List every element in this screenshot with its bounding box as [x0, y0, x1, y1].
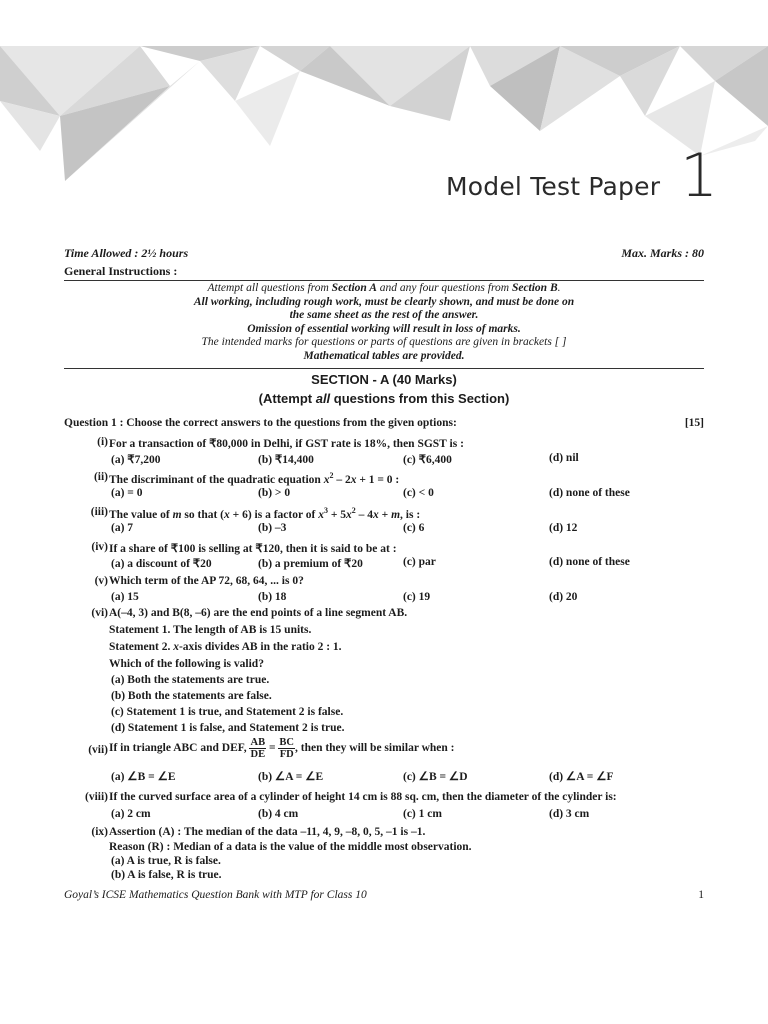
- option: (a) ₹7,200: [111, 454, 161, 466]
- time-allowed: Time Allowed : 2½ hours: [64, 246, 189, 260]
- instruction-line: Attempt all questions from Section A and any four questions from Section B.: [207, 282, 561, 294]
- option: (b) A is false, R is true.: [111, 869, 222, 881]
- instruction-line: The intended marks for questions or parts of questions are given in brackets [ ]: [201, 336, 567, 349]
- option: (b) > 0: [258, 487, 291, 499]
- option: (a) Both the statements are true.: [111, 674, 270, 686]
- option: (c) 6: [403, 522, 425, 534]
- option: (c) Statement 1 is true, and Statement 2 is false.: [111, 706, 344, 718]
- item-number: (ix): [91, 826, 108, 838]
- item-text: If in triangle ABC and DEF, $\frac{AB}{DE}$ = $\frac{BC}{FD}$ , then they will be similar when :: [109, 737, 455, 760]
- item-text: The discriminant of the quadratic equation $x^2 - 2x + 1 = 0$ :: [109, 471, 400, 486]
- reason: Reason (R) : Median of a data is the value of the middle most observation.: [109, 841, 472, 853]
- item-text: A(–4, 3) and B(8, –6) are the end points of a line segment AB.: [109, 607, 408, 619]
- page-title: Model Test Paper: [446, 172, 661, 201]
- section-subtitle: (Attempt all questions from this Section): [258, 391, 510, 406]
- option: (d) nil: [549, 452, 579, 464]
- option: (a) ∠B = ∠E: [111, 771, 176, 783]
- option: (c) 1 cm: [403, 808, 442, 820]
- paper-number: 1: [680, 141, 719, 211]
- option: (c) par: [403, 556, 436, 568]
- option: (d) ∠A = ∠F: [549, 771, 614, 783]
- option: (a) A is true, R is false.: [111, 855, 221, 867]
- item-number: (vii): [88, 744, 108, 756]
- option: (a) 15: [111, 591, 139, 603]
- item-text: Which term of the AP 72, 68, 64, ... is 0?: [109, 575, 304, 587]
- instruction-line: All working, including rough work, must be clearly shown, and must be done on: [193, 295, 575, 308]
- option: (c) ∠B = ∠D: [403, 771, 468, 783]
- option: (a) = 0: [111, 487, 143, 499]
- fraction: $\frac{BC}{FD}$: [279, 737, 294, 760]
- item-number: (vi): [91, 607, 108, 619]
- option: (d) none of these: [549, 556, 630, 568]
- item-number: (viii): [85, 791, 108, 803]
- option: (b) ∠A = ∠E: [258, 771, 324, 783]
- option: (b) –3: [258, 522, 287, 534]
- instruction-line: the same sheet as the rest of the answer.: [289, 309, 479, 322]
- statement: Statement 2. x-axis divides AB in the ratio 2 : 1.: [109, 641, 342, 653]
- option: (b) 4 cm: [258, 808, 299, 820]
- option: (d) none of these: [549, 487, 630, 499]
- option: (a) 2 cm: [111, 808, 151, 820]
- item-number: (ii): [93, 471, 108, 483]
- item-text: The value of m so that (x + 6) is a factor of $x^3 + 5x^2 - 4x + m$, is :: [109, 506, 421, 521]
- item-text: For a transaction of ₹80,000 in Delhi, if GST rate is 18%, then SGST is :: [109, 438, 464, 450]
- instruction-line: Omission of essential working will result in loss of marks.: [247, 322, 521, 335]
- question-marks: [15]: [684, 417, 704, 429]
- option: (b) Both the statements are false.: [111, 690, 272, 702]
- general-instructions-label: General Instructions :: [64, 264, 178, 278]
- footer-book-title: Goyal’s ICSE Mathematics Question Bank with MTP for Class 10: [64, 889, 367, 901]
- item-text: Which of the following is valid?: [109, 658, 264, 670]
- option: (d) Statement 1 is false, and Statement 2 is true.: [111, 722, 345, 734]
- item-number: (iv): [91, 541, 108, 553]
- option: (b) 18: [258, 591, 287, 603]
- max-marks: Max. Marks : 80: [621, 246, 704, 260]
- question-stem: Question 1 : Choose the correct answers to the questions from the given options:: [64, 417, 457, 429]
- option: (a) a discount of ₹20: [111, 558, 212, 570]
- page-number: 1: [698, 889, 704, 901]
- option: (b) ₹14,400: [258, 454, 314, 466]
- option: (a) 7: [111, 522, 134, 534]
- item-number: (iii): [90, 506, 108, 518]
- option: (c) < 0: [403, 487, 434, 499]
- item-number: (v): [94, 575, 108, 587]
- item-number: (i): [97, 436, 108, 448]
- fraction: $\frac{AB}{DE}$: [250, 737, 266, 760]
- option: (c) ₹6,400: [403, 454, 452, 466]
- statement: Statement 1. The length of AB is 15 units.: [109, 624, 312, 636]
- section-title: SECTION - A (40 Marks): [311, 372, 457, 387]
- option: (b) a premium of ₹20: [258, 558, 363, 570]
- instruction-line: Mathematical tables are provided.: [303, 349, 465, 362]
- question-area: [64, 0, 704, 1024]
- option: (d) 20: [549, 591, 578, 603]
- item-text: Assertion (A) : The median of the data –11, 4, 9, –8, 0, 5, –1 is –1.: [109, 826, 426, 838]
- item-text: If a share of ₹100 is selling at ₹120, then it is said to be at :: [109, 543, 397, 555]
- option: (c) 19: [403, 591, 431, 603]
- option: (d) 3 cm: [549, 808, 590, 820]
- item-text: If the curved surface area of a cylinder of height 14 cm is 88 sq. cm, then the diameter of the cylinder is:: [109, 791, 617, 803]
- option: (d) 12: [549, 522, 578, 534]
